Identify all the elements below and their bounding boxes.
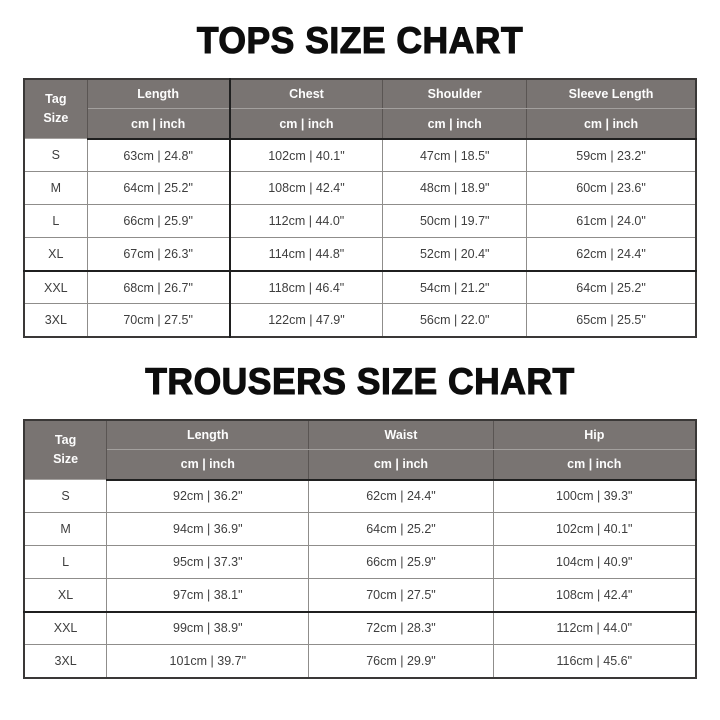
measurement-cell: 66cm | 25.9" xyxy=(309,546,493,579)
unit-header-chest: cm | inch xyxy=(230,109,383,139)
table-row xyxy=(24,480,696,513)
measurement-cell: 64cm | 25.2" xyxy=(309,513,493,546)
measurement-cell: 64cm | 25.2" xyxy=(87,172,229,205)
column-header-chest: Chest xyxy=(230,79,383,109)
measurement-cell: 70cm | 27.5" xyxy=(309,579,493,612)
unit-header-shoulder: cm | inch xyxy=(383,109,527,139)
measurement-cell: 61cm | 24.0" xyxy=(527,205,696,238)
measurement-cell: 70cm | 27.5" xyxy=(87,304,229,337)
measurement-cell: 67cm | 26.3" xyxy=(87,238,229,271)
column-header-hip: Hip xyxy=(493,420,696,450)
trousers-table-header xyxy=(24,420,696,480)
measurement-cell: 62cm | 24.4" xyxy=(309,480,493,513)
header-row-labels xyxy=(24,420,696,450)
measurement-cell: 112cm | 44.0" xyxy=(493,612,696,645)
measurement-cell: 72cm | 28.3" xyxy=(309,612,493,645)
size-cell: 3XL xyxy=(24,304,87,337)
trousers-size-table xyxy=(23,419,697,679)
tops-chart-title: TOPS SIZE CHART xyxy=(196,20,524,61)
size-cell: XL xyxy=(24,579,107,612)
size-cell: M xyxy=(24,513,107,546)
measurement-cell: 65cm | 25.5" xyxy=(527,304,696,337)
column-header-length: Length xyxy=(107,420,309,450)
unit-header-length: cm | inch xyxy=(87,109,229,139)
measurement-cell: 102cm | 40.1" xyxy=(493,513,696,546)
tag-size-line-1: Tag xyxy=(45,91,67,106)
measurement-cell: 92cm | 36.2" xyxy=(107,480,309,513)
column-header-waist: Waist xyxy=(309,420,493,450)
measurement-cell: 94cm | 36.9" xyxy=(107,513,309,546)
trousers-chart-title: TROUSERS SIZE CHART xyxy=(145,360,575,402)
table-row xyxy=(24,513,696,546)
size-cell: XXL xyxy=(24,612,107,645)
tag-size-line-2: Size xyxy=(53,451,79,466)
table-row xyxy=(24,139,696,172)
measurement-cell: 66cm | 25.9" xyxy=(87,205,229,238)
measurement-cell: 104cm | 40.9" xyxy=(493,546,696,579)
table-row xyxy=(24,612,696,645)
measurement-cell: 76cm | 29.9" xyxy=(309,645,493,678)
table-row xyxy=(24,238,696,271)
measurement-cell: 116cm | 45.6" xyxy=(493,645,696,678)
trousers-table-body xyxy=(24,480,696,678)
measurement-cell: 52cm | 20.4" xyxy=(383,238,527,271)
table-row xyxy=(24,172,696,205)
header-row-units xyxy=(24,109,696,139)
measurement-cell: 102cm | 40.1" xyxy=(230,139,383,172)
tag-size-line-2: Size xyxy=(43,111,69,126)
tops-size-table xyxy=(23,78,697,338)
measurement-cell: 100cm | 39.3" xyxy=(493,480,696,513)
size-cell: S xyxy=(24,139,87,172)
measurement-cell: 64cm | 25.2" xyxy=(527,271,696,304)
table-row xyxy=(24,304,696,337)
measurement-cell: 47cm | 18.5" xyxy=(383,139,527,172)
size-cell: M xyxy=(24,172,87,205)
size-cell: L xyxy=(24,546,107,579)
column-header-length: Length xyxy=(87,79,229,109)
measurement-cell: 68cm | 26.7" xyxy=(87,271,229,304)
unit-header-hip: cm | inch xyxy=(493,450,696,480)
measurement-cell: 118cm | 46.4" xyxy=(230,271,383,304)
measurement-cell: 50cm | 19.7" xyxy=(383,205,527,238)
measurement-cell: 60cm | 23.6" xyxy=(527,172,696,205)
tag-size-line-1: Tag xyxy=(54,432,77,447)
column-header-sleeve-length: Sleeve Length xyxy=(527,79,696,109)
measurement-cell: 114cm | 44.8" xyxy=(230,238,383,271)
measurement-cell: 54cm | 21.2" xyxy=(383,271,527,304)
tag-size-header xyxy=(24,420,107,480)
size-cell: 3XL xyxy=(24,645,107,678)
table-row xyxy=(24,579,696,612)
tops-table-body xyxy=(24,139,696,337)
table-row xyxy=(24,205,696,238)
tag-size-header xyxy=(24,79,87,139)
measurement-cell: 112cm | 44.0" xyxy=(230,205,383,238)
measurement-cell: 97cm | 38.1" xyxy=(107,579,309,612)
tops-table-header xyxy=(24,79,696,139)
measurement-cell: 95cm | 37.3" xyxy=(107,546,309,579)
measurement-cell: 101cm | 39.7" xyxy=(107,645,309,678)
table-row xyxy=(24,271,696,304)
unit-header-waist: cm | inch xyxy=(309,450,493,480)
measurement-cell: 62cm | 24.4" xyxy=(527,238,696,271)
measurement-cell: 108cm | 42.4" xyxy=(493,579,696,612)
table-row xyxy=(24,645,696,678)
measurement-cell: 99cm | 38.9" xyxy=(107,612,309,645)
column-header-shoulder: Shoulder xyxy=(383,79,527,109)
size-cell: S xyxy=(24,480,107,513)
unit-header-length: cm | inch xyxy=(107,450,309,480)
size-cell: XXL xyxy=(24,271,87,304)
header-row-labels xyxy=(24,79,696,109)
measurement-cell: 122cm | 47.9" xyxy=(230,304,383,337)
measurement-cell: 63cm | 24.8" xyxy=(87,139,229,172)
size-cell: L xyxy=(24,205,87,238)
measurement-cell: 108cm | 42.4" xyxy=(230,172,383,205)
header-row-units xyxy=(24,450,696,480)
size-cell: XL xyxy=(24,238,87,271)
measurement-cell: 59cm | 23.2" xyxy=(527,139,696,172)
measurement-cell: 48cm | 18.9" xyxy=(383,172,527,205)
measurement-cell: 56cm | 22.0" xyxy=(383,304,527,337)
unit-header-sleeve-length: cm | inch xyxy=(527,109,696,139)
table-row xyxy=(24,546,696,579)
